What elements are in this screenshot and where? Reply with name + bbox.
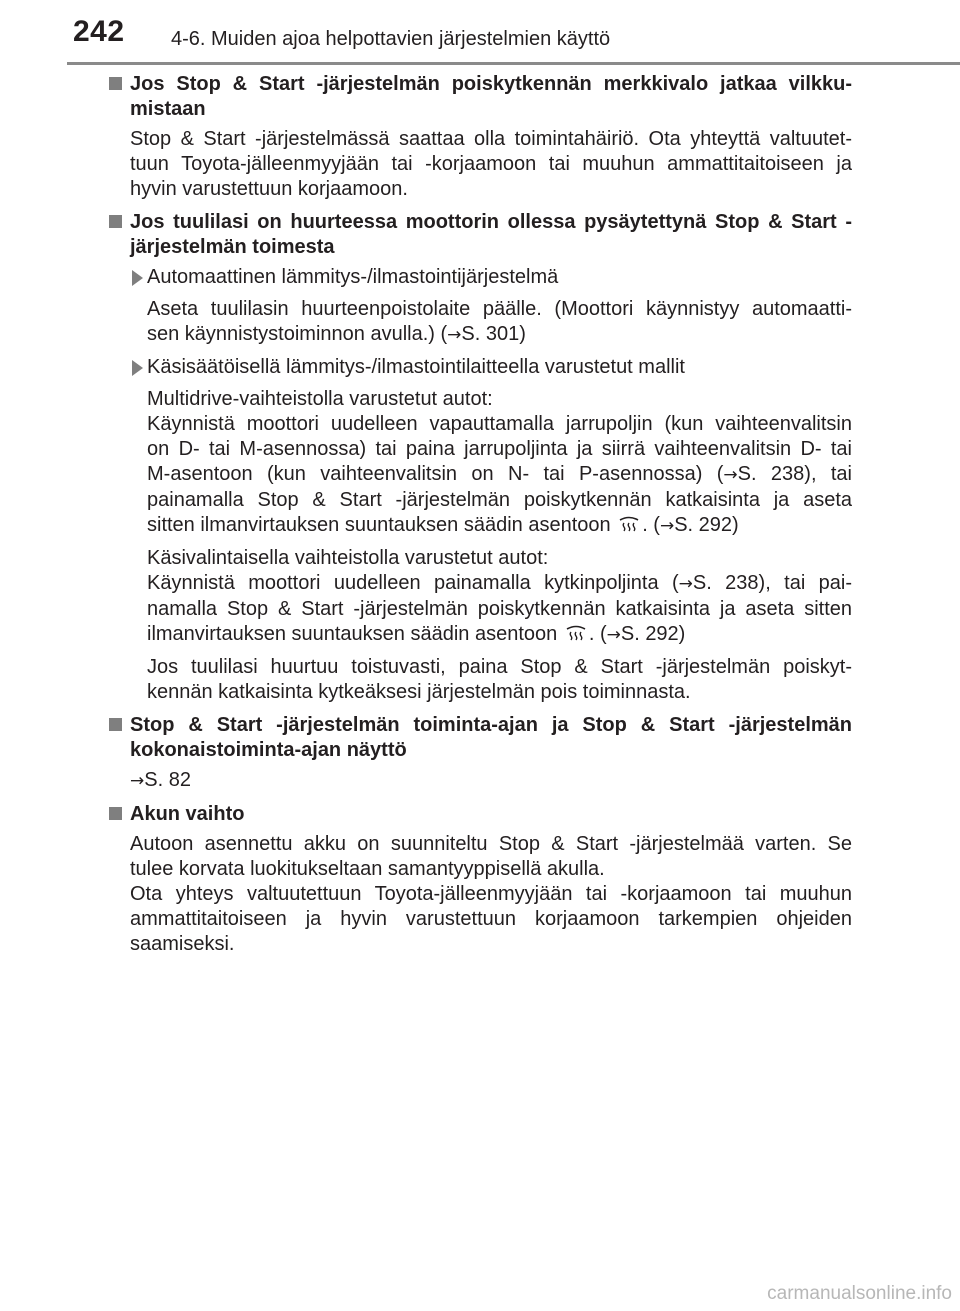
section-body: Stop & Start -järjestelmässä saattaa olla toimintahäiriö. Ota yhteyttä valtuutet- tuun Toyota-jälleenmyyjään tai -korjaamoon tai muuhun ammattitaitoiseen ja hyvin varustettuun korjaamoon. — [130, 128, 852, 200]
square-bullet-icon — [109, 807, 122, 820]
section-body: Autoon asennettu akku on suunniteltu Stop & Start -järjestelmää varten. Se tulee korvata luokitukseltaan samantyyppisellä akulla. Ota yhteys valtuutettuun Toyota-jälleenmyyjään tai -korjaamoon tai muuhun ammattitaitoiseen ja hyvin varustettuun korjaamoon tarkempien ohjeiden saamiseksi. — [130, 833, 852, 955]
arrow-icon: → — [447, 325, 462, 345]
section-indicator-flashing — [107, 72, 852, 202]
section-heading: Akun vaihto — [107, 802, 852, 827]
square-bullet-icon — [109, 718, 122, 731]
arrow-icon: → — [606, 625, 621, 645]
section-title: 4-6. Muiden ajoa helpottavien järjestelmien käyttö — [171, 28, 611, 50]
section-battery-replacement — [107, 802, 852, 957]
arrow-icon: → — [130, 771, 145, 791]
section-operation-time-display — [107, 713, 852, 794]
arrow-icon: → — [723, 465, 738, 485]
page-header — [0, 0, 960, 64]
triangle-bullet-icon — [132, 360, 143, 376]
subsection-body-repeat-fog: Jos tuulilasi huurtuu toistuvasti, paina Stop & Start -järjestelmän poiskyt- kennän katkaisinta kytkeäksesi järjestelmän pois toiminnasta. — [147, 656, 852, 703]
subsection-manual-ac: Käsisäätöisellä lämmitys-/ilmastointilaitteella varustetut mallit — [107, 355, 852, 380]
section-heading: Stop & Start -järjestelmän toiminta-ajan ja Stop & Start -järjestelmän kokonaistoiminta-ajan näyttö — [107, 713, 852, 763]
section-heading: Jos tuulilasi on huurteessa moottorin ollessa pysäytettynä Stop & Start - järjestelmän toimesta — [107, 210, 852, 260]
arrow-icon: → — [659, 516, 675, 536]
page-content — [107, 72, 852, 965]
subsection-automatic-ac: Automaattinen lämmitys-/ilmastointijärjestelmä — [107, 265, 852, 290]
subsection-body-multidrive: Multidrive-vaihteistolla varustetut autot: Käynnistä moottori uudelleen vapauttamalla jarrupoljin (kun vaihteenvalitsin on D- tai M-asennossa) tai paina jarrupoljinta ja siirrä vaihteenvalitsin D- tai M-asentoon (kun vaihteenvalitsin on N- tai P-asennossa) (→S. 238), tai painamalla Stop & Start -järjestelmän poiskytkennän katkaisinta ja aseta sitten ilmanvirtauksen suuntauksen säädin asentoon . (→S. 292) — [147, 388, 853, 536]
arrow-icon: → — [678, 574, 693, 594]
subsection-body: Aseta tuulilasin huurteenpoistolaite päälle. (Moottori käynnistyy automaatti- sen käynnistystoiminnon avulla.) (→S. 301) — [147, 298, 852, 345]
watermark: carmanualsonline.info — [767, 1283, 952, 1304]
square-bullet-icon — [109, 77, 122, 90]
windshield-defrost-icon — [618, 514, 640, 534]
page-number: 242 — [73, 15, 125, 48]
triangle-bullet-icon — [132, 270, 143, 286]
windshield-defrost-icon — [565, 623, 587, 643]
section-windshield-fogged — [107, 210, 852, 705]
subsection-body-manual-transmission: Käsivalintaisella vaihteistolla varustetut autot: Käynnistä moottori uudelleen painamalla kytkinpoljinta (→S. 238), tai pai- namalla Stop & Start -järjestelmän poiskytkennän katkaisinta ja aseta sitten ilmanvirtauksen suuntauksen säädin asentoon . (→S. 292) — [147, 547, 852, 645]
section-heading: Jos Stop & Start -järjestelmän poiskytkennän merkkivalo jatkaa vilkku- mistaan — [107, 72, 852, 122]
header-rule — [67, 62, 960, 65]
section-body: →S. 82 — [130, 769, 191, 791]
square-bullet-icon — [109, 215, 122, 228]
